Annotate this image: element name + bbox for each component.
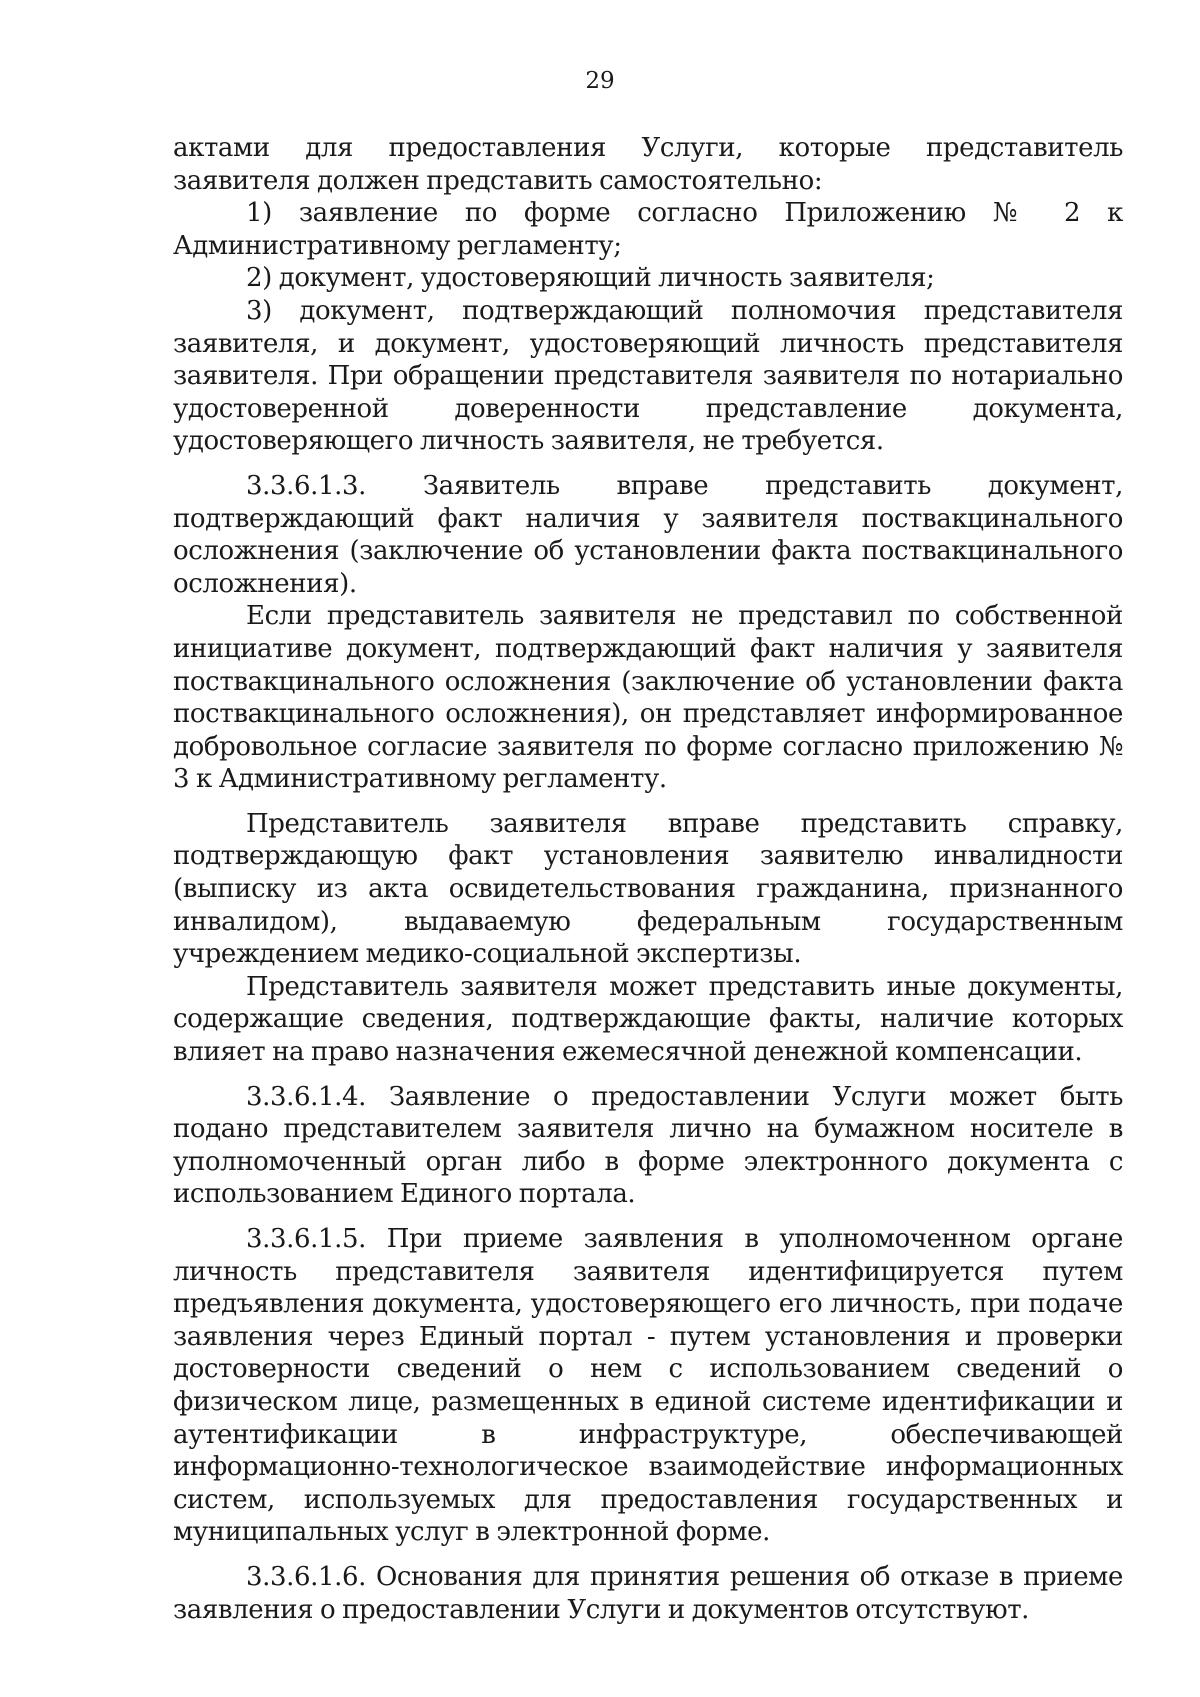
- paragraph-consent: Если представитель заявителя не представил по собственной инициативе документ, подтверждающий факт наличия у заявителя поствакцинального осложнения (заключение об установлении факта поствакцинального осложнения), он представляет информированное добровольное согласие заявителя по форме согласно приложению № 3 к Административному регламенту.: [173, 601, 1123, 795]
- paragraph-disability-certificate: Представитель заявителя вправе представить справку, подтверждающую факт установления заявителю инвалидности (выписку из акта освидетельствования гражданина, признанного инвалидом), выдаваемую федеральным государственным учреждением медико-социальной экспертизы.: [173, 808, 1123, 970]
- paragraph-continuation: актами для предоставления Услуги, которые представитель заявителя должен представить самостоятельно:: [173, 133, 1123, 196]
- list-item-2: 2) документ, удостоверяющий личность заявителя;: [246, 263, 935, 294]
- paragraph-3-3-6-1-3: 3.3.6.1.3. Заявитель вправе представить документ, подтверждающий факт наличия у заявителя поствакцинального осложнения (заключение об установлении факта поствакцинального осложнения).: [173, 470, 1123, 599]
- list-item-3: 3) документ, подтверждающий полномочия представителя заявителя, и документ, удостоверяющий личность представителя заявителя. При обращении представителя заявителя по нотариально удостоверенной доверенности представление документа, удостоверяющего личность заявителя, не требуется.: [173, 295, 1123, 457]
- paragraph-other-documents: Представитель заявителя может представить иные документы, содержащие сведения, подтверждающие факты, наличие которых влияет на право назначения ежемесячной денежной компенсации.: [173, 971, 1123, 1068]
- paragraph-3-3-6-1-6: 3.3.6.1.6. Основания для принятия решения об отказе в приеме заявления о предоставлении Услуги и документов отсутствуют.: [173, 1561, 1123, 1625]
- page-number: 29: [585, 68, 615, 94]
- list-item-1: 1) заявление по форме согласно Приложению № 2 к Административному регламенту;: [173, 198, 1123, 261]
- paragraph-3-3-6-1-5: 3.3.6.1.5. При приеме заявления в уполномоченном органе личность представителя заявителя идентифицируется путем предъявления документа, удостоверяющего его личность, при подаче заявления через Единый портал - путем установления и проверки достоверности сведений о нем с использованием сведений о физическом лице, размещенных в единой системе идентификации и аутентификации в инфраструктуре, обеспечивающей информационно-технологическое взаимодействие информационных систем, используемых для предоставления государственных и муниципальных услуг в электронной форме.: [173, 1224, 1123, 1548]
- paragraph-3-3-6-1-4: 3.3.6.1.4. Заявление о предоставлении Услуги может быть подано представителем заявителя лично на бумажном носителе в уполномоченный орган либо в форме электронного документа с использованием Единого портала.: [173, 1081, 1123, 1210]
- document-body: [173, 132, 1123, 1626]
